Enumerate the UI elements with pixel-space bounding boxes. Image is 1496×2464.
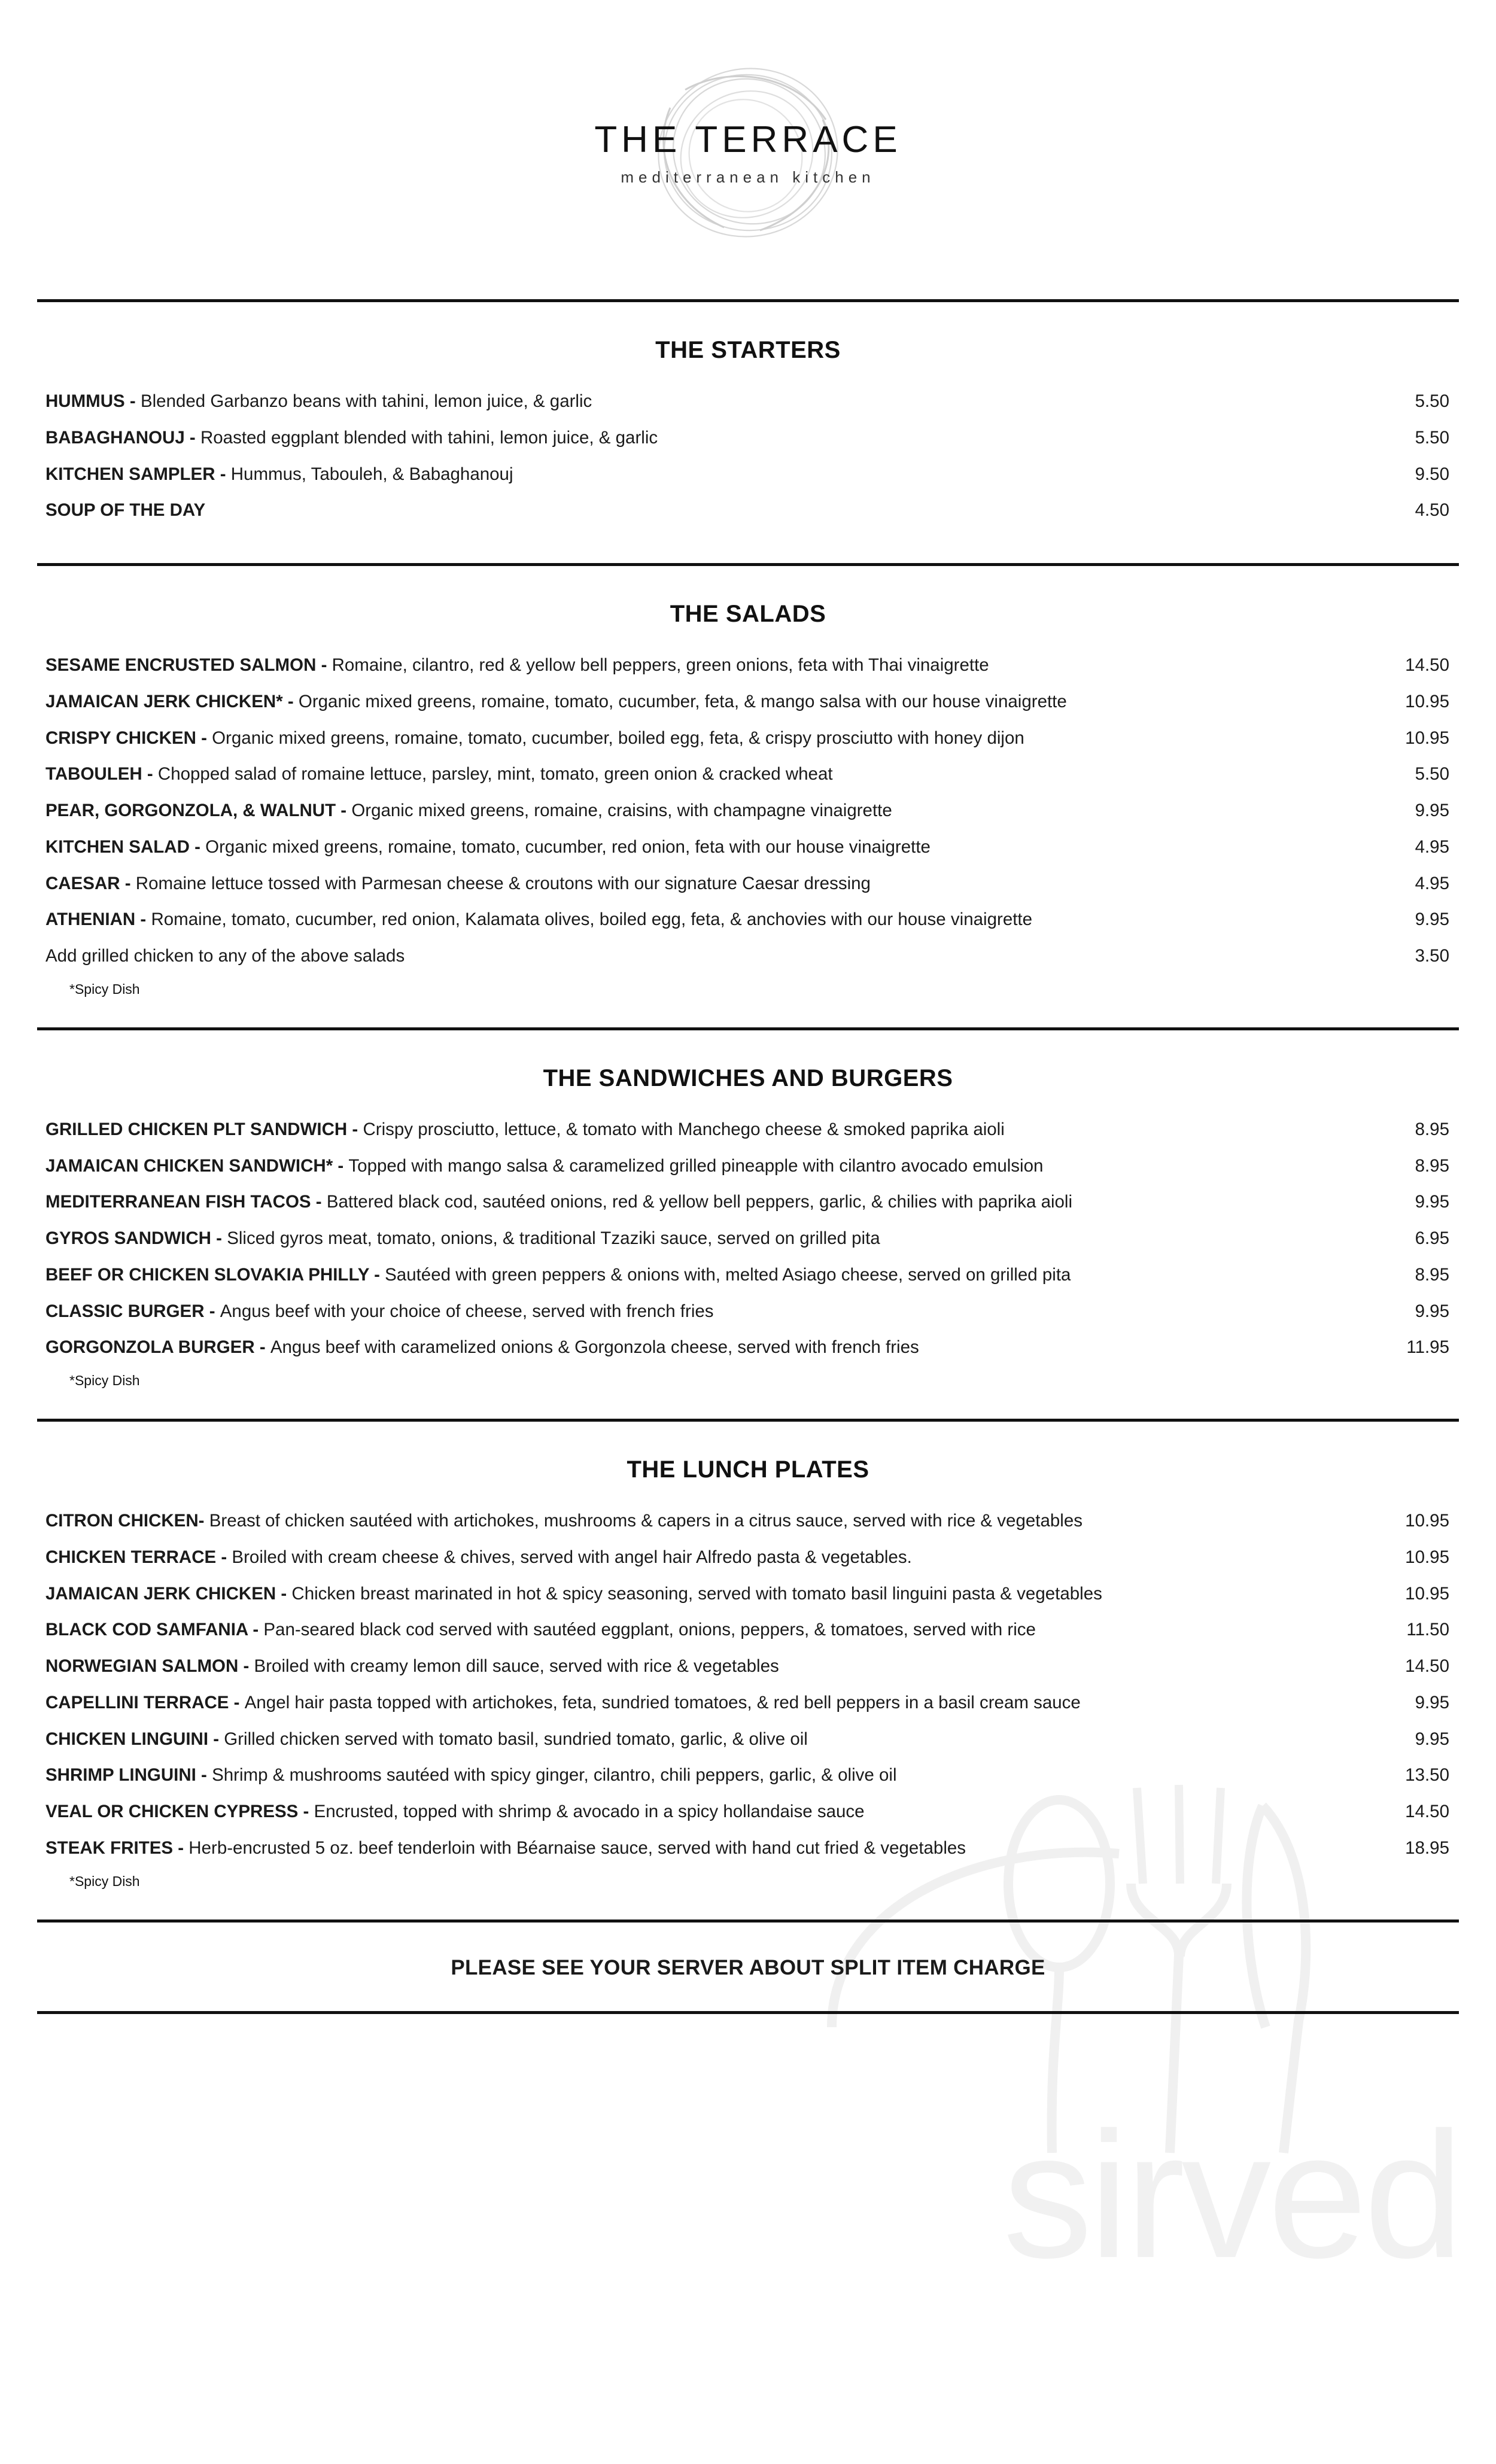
- menu-item-row: [41, 945, 1455, 968]
- section-title: THE SANDWICHES AND BURGERS: [543, 1064, 953, 1091]
- menu-item-name: CITRON CHICKEN-: [45, 1511, 205, 1531]
- menu-item-detail: Organic mixed greens, romaine, tomato, cucumber, red onion, feta with our house vinaigrette: [205, 836, 931, 857]
- menu-item-name: BLACK COD SAMFANIA -: [45, 1620, 264, 1640]
- menu-item-name: SOUP OF THE DAY: [45, 500, 206, 521]
- menu-item-detail: Herb-encrusted 5 oz. beef tenderloin with Béarnaise sauce, served with hand cut fried & vegetables: [188, 1838, 966, 1858]
- menu-item-price: 5.50: [1415, 427, 1449, 448]
- menu-item-description: [45, 727, 1048, 750]
- menu-item-detail: Angus beef with your choice of cheese, served with french fries: [220, 1301, 714, 1321]
- menu-item-price: 10.95: [1405, 728, 1449, 748]
- section-items: [41, 654, 1455, 1027]
- menu-item-name: PEAR, GORGONZOLA, & WALNUT -: [45, 801, 352, 820]
- menu-item-name: MEDITERRANEAN FISH TACOS -: [45, 1192, 327, 1212]
- menu-item-row: [41, 1300, 1455, 1323]
- menu-item-row: [41, 499, 1455, 522]
- menu-item-name: GRILLED CHICKEN PLT SANDWICH -: [45, 1119, 363, 1139]
- menu-item-detail: Battered black cod, sautéed onions, red & yellow bell peppers, garlic, & chilies with paprika aioli: [326, 1192, 1073, 1212]
- menu-item-detail: Angus beef with caramelized onions & Gorgonzola cheese, served with french fries: [270, 1337, 919, 1358]
- menu-item-name: GORGONZOLA BURGER -: [45, 1337, 270, 1358]
- menu-item-name: BABAGHANOUJ -: [45, 427, 200, 448]
- menu-item-price: 9.95: [1415, 801, 1449, 820]
- menu-item-price: 8.95: [1415, 1119, 1449, 1139]
- menu-item-price: 14.50: [1405, 1656, 1449, 1676]
- menu-item-detail: Broiled with cream cheese & chives, served with angel hair Alfredo pasta & vegetables.: [232, 1547, 912, 1567]
- logo-subtitle: mediterranean kitchen: [621, 168, 875, 186]
- menu-item-detail: Romaine, cilantro, red & yellow bell peppers, green onions, feta with Thai vinaigrette: [332, 655, 989, 675]
- menu-item-row: [41, 1692, 1455, 1714]
- menu-item-detail: Organic mixed greens, romaine, craisins, with champagne vinaigrette: [351, 801, 892, 820]
- section-items: [41, 1118, 1455, 1419]
- menu-item-price: 5.50: [1415, 764, 1449, 784]
- menu-item-price: 10.95: [1405, 1583, 1449, 1604]
- menu-item-row: [41, 1227, 1455, 1250]
- menu-item-row: [41, 727, 1455, 750]
- menu-item-description: [45, 1191, 1096, 1213]
- menu-item-description: [45, 1155, 1067, 1178]
- menu-item-detail: Organic mixed greens, romaine, tomato, cucumber, feta, & mango salsa with our house vinaigrette: [298, 691, 1067, 711]
- menu-item-description: [45, 1655, 803, 1678]
- menu-item-name: KITCHEN SALAD -: [45, 836, 206, 857]
- menu-item-price: 10.95: [1405, 1547, 1449, 1567]
- menu-item-detail: Romaine, tomato, cucumber, red onion, Kalamata olives, boiled egg, feta, & anchovies with our house vinaigrette: [151, 909, 1033, 930]
- menu-item-description: [45, 499, 229, 522]
- menu-item-detail: Breast of chicken sautéed with artichokes, mushrooms & capers in a citrus sauce, served with rice & vegetables: [204, 1511, 1083, 1531]
- menu-item-row: [41, 690, 1455, 713]
- menu-item-description: [45, 463, 537, 486]
- menu-item-detail: Hummus, Tabouleh, & Babaghanouj: [230, 464, 513, 484]
- spicy-dish-note: *Spicy Dish: [69, 1373, 140, 1388]
- menu-item-price: 10.95: [1405, 1511, 1449, 1531]
- menu-item-description: [45, 1118, 1029, 1141]
- menu-item-detail: Add grilled chicken to any of the above salads: [45, 946, 405, 966]
- menu-item-row: [41, 763, 1455, 786]
- menu-item-name: CAPELLINI TERRACE -: [45, 1692, 245, 1712]
- menu-item-price: 18.95: [1405, 1838, 1449, 1858]
- menu-item-description: [45, 1510, 1106, 1532]
- menu-item-detail: Grilled chicken served with tomato basil, sundried tomato, garlic, & olive oil: [224, 1729, 808, 1749]
- menu-item-price: 4.95: [1415, 836, 1449, 857]
- menu-item-price: 9.95: [1415, 1301, 1449, 1321]
- menu-item-row: [41, 1510, 1455, 1532]
- menu-item-description: [45, 427, 682, 449]
- menu-item-price: 3.50: [1415, 946, 1449, 966]
- menu-item-description: [45, 1300, 738, 1323]
- menu-item-description: [45, 1764, 921, 1787]
- split-charge-note: PLEASE SEE YOUR SERVER ABOUT SPLIT ITEM CHARGE: [451, 1955, 1045, 1979]
- menu-item-row: [41, 390, 1455, 413]
- menu-item-detail: Chopped salad of romaine lettuce, parsley, mint, tomato, green onion & cracked wheat: [157, 764, 833, 784]
- menu-item-description: [45, 690, 1091, 713]
- menu-item-price: 9.95: [1415, 1192, 1449, 1212]
- menu-item-description: [45, 1264, 1094, 1286]
- spicy-dish-note: *Spicy Dish: [69, 1873, 140, 1889]
- menu-item-row: [41, 1118, 1455, 1141]
- menu-item-price: 9.95: [1415, 1692, 1449, 1712]
- menu-item-price: 14.50: [1405, 1802, 1449, 1821]
- section-title: THE SALADS: [670, 601, 826, 627]
- menu-section: [37, 566, 1459, 1027]
- menu-item-description: [45, 1227, 904, 1250]
- menu-item-row: [41, 1764, 1455, 1787]
- menu-item-price: 4.50: [1415, 500, 1449, 521]
- menu-item-detail: Chicken breast marinated in hot & spicy seasoning, served with tomato basil linguini pasta & vegetables: [291, 1583, 1102, 1604]
- menu-item-detail: Organic mixed greens, romaine, tomato, cucumber, boiled egg, feta, & crispy prosciutto with honey dijon: [212, 728, 1024, 748]
- menu-section: [37, 1030, 1459, 1419]
- menu-item-row: [41, 1655, 1455, 1678]
- menu-item-name: JAMAICAN JERK CHICKEN* -: [45, 691, 299, 711]
- menu-item-detail: Sautéed with green peppers & onions with, melted Asiago cheese, served on grilled pita: [385, 1264, 1071, 1285]
- menu-item-row: [41, 1800, 1455, 1823]
- menu-item-row: [41, 908, 1455, 931]
- menu-item-description: [45, 1728, 832, 1751]
- menu-item-row: [41, 836, 1455, 859]
- restaurant-logo: [37, 0, 1459, 299]
- menu-item-row: [41, 1546, 1455, 1569]
- menu-item-detail: Romaine lettuce tossed with Parmesan cheese & croutons with our signature Caesar dressing: [135, 873, 871, 893]
- menu-item-description: [45, 1583, 1126, 1605]
- menu-item-description: [45, 1800, 889, 1823]
- sirved-watermark-text: sirved: [1002, 2094, 1460, 2295]
- menu-item-name: GYROS SANDWICH -: [45, 1228, 227, 1248]
- menu-item-detail: Encrusted, topped with shrimp & avocado in a spicy hollandaise sauce: [314, 1802, 865, 1821]
- menu-item-description: [45, 1546, 936, 1569]
- menu-item-detail: Broiled with creamy lemon dill sauce, served with rice & vegetables: [254, 1656, 779, 1676]
- menu-item-description: [45, 1336, 943, 1359]
- menu-item-detail: Roasted eggplant blended with tahini, lemon juice, & garlic: [200, 427, 658, 448]
- section-title: THE STARTERS: [655, 337, 841, 363]
- spicy-dish-note: *Spicy Dish: [69, 981, 140, 997]
- menu-item-price: 8.95: [1415, 1264, 1449, 1285]
- menu-item-name: VEAL OR CHICKEN CYPRESS -: [45, 1802, 314, 1821]
- menu-item-description: [45, 908, 1056, 931]
- section-title: THE LUNCH PLATES: [627, 1456, 869, 1483]
- menu-item-detail: Shrimp & mushrooms sautéed with spicy ginger, cilantro, chili peppers, garlic, & olive oil: [212, 1765, 897, 1785]
- section-items: [41, 1510, 1455, 1920]
- menu-item-name: STEAK FRITES -: [45, 1838, 189, 1858]
- menu-item-detail: Sliced gyros meat, tomato, onions, & traditional Tzaziki sauce, served on grilled pita: [227, 1228, 880, 1248]
- menu-item-name: SHRIMP LINGUINI -: [45, 1765, 212, 1785]
- menu-item-name: TABOULEH -: [45, 764, 158, 784]
- menu-item-row: [41, 1155, 1455, 1178]
- menu-item-name: CHICKEN LINGUINI -: [45, 1729, 224, 1749]
- menu-item-price: 9.95: [1415, 909, 1449, 930]
- menu-item-price: 9.95: [1415, 1729, 1449, 1749]
- menu-item-row: [41, 1619, 1455, 1641]
- menu-item-detail: Angel hair pasta topped with artichokes, feta, sundried tomatoes, & red bell peppers in a basil cream sauce: [244, 1692, 1081, 1712]
- menu-item-description: [45, 799, 916, 822]
- menu-item-price: 6.95: [1415, 1228, 1449, 1248]
- menu-item-row: [41, 463, 1455, 486]
- menu-item-row: [41, 1583, 1455, 1605]
- menu-item-name: CRISPY CHICKEN -: [45, 728, 212, 748]
- menu-item-price: 9.50: [1415, 464, 1449, 484]
- menu-item-price: 5.50: [1415, 391, 1449, 411]
- menu-item-description: [45, 836, 954, 859]
- menu-item-row: [41, 1837, 1455, 1860]
- menu-item-row: [41, 1336, 1455, 1359]
- menu-item-row: [41, 872, 1455, 895]
- menu-item-description: [45, 763, 857, 786]
- menu-item-name: SESAME ENCRUSTED SALMON -: [45, 655, 332, 675]
- menu-item-detail: Topped with mango salsa & caramelized grilled pineapple with cilantro avocado emulsion: [348, 1155, 1044, 1176]
- menu-item-description: [45, 654, 1013, 677]
- menu-item-price: 11.95: [1406, 1337, 1449, 1358]
- menu-item-name: KITCHEN SAMPLER -: [45, 464, 231, 484]
- menu-item-row: [41, 1191, 1455, 1213]
- menu-item-row: [41, 799, 1455, 822]
- menu-item-description: [45, 872, 895, 895]
- menu-item-price: 14.50: [1405, 655, 1449, 675]
- menu-item-name: JAMAICAN CHICKEN SANDWICH* -: [45, 1155, 349, 1176]
- menu-item-price: 11.50: [1406, 1620, 1449, 1640]
- menu-item-description: [45, 1692, 1105, 1714]
- section-items: [41, 390, 1455, 563]
- menu-item-description: [45, 390, 616, 413]
- logo-title: THE TERRACE: [594, 119, 902, 160]
- menu-item-row: [41, 654, 1455, 677]
- menu-item-name: CAESAR -: [45, 873, 136, 893]
- menu-item-description: [45, 1837, 990, 1860]
- menu-item-description: [45, 945, 428, 968]
- menu-section: [37, 1422, 1459, 1920]
- menu-sections: [37, 299, 1459, 1920]
- menu-item-price: 10.95: [1405, 691, 1449, 711]
- menu-item-price: 8.95: [1415, 1155, 1449, 1176]
- menu-item-name: BEEF OR CHICKEN SLOVAKIA PHILLY -: [45, 1264, 385, 1285]
- menu-item-name: ATHENIAN -: [45, 909, 151, 930]
- menu-item-name: NORWEGIAN SALMON -: [45, 1656, 254, 1676]
- menu-item-detail: Pan-seared black cod served with sautéed eggplant, onions, peppers, & tomatoes, served with rice: [263, 1620, 1036, 1640]
- menu-item-name: CHICKEN TERRACE -: [45, 1547, 232, 1567]
- menu-item-price: 13.50: [1405, 1765, 1449, 1785]
- menu-item-row: [41, 427, 1455, 449]
- menu-item-name: JAMAICAN JERK CHICKEN -: [45, 1583, 292, 1604]
- menu-item-row: [41, 1264, 1455, 1286]
- menu-item-name: CLASSIC BURGER -: [45, 1301, 220, 1321]
- menu-item-name: HUMMUS -: [45, 391, 141, 411]
- menu-item-row: [41, 1728, 1455, 1751]
- menu-item-detail: Blended Garbanzo beans with tahini, lemon juice, & garlic: [140, 391, 592, 411]
- menu-item-detail: Crispy prosciutto, lettuce, & tomato with Manchego cheese & smoked paprika aioli: [363, 1119, 1005, 1139]
- menu-item-description: [45, 1619, 1060, 1641]
- menu-section: [37, 302, 1459, 563]
- menu-item-price: 4.95: [1415, 873, 1449, 893]
